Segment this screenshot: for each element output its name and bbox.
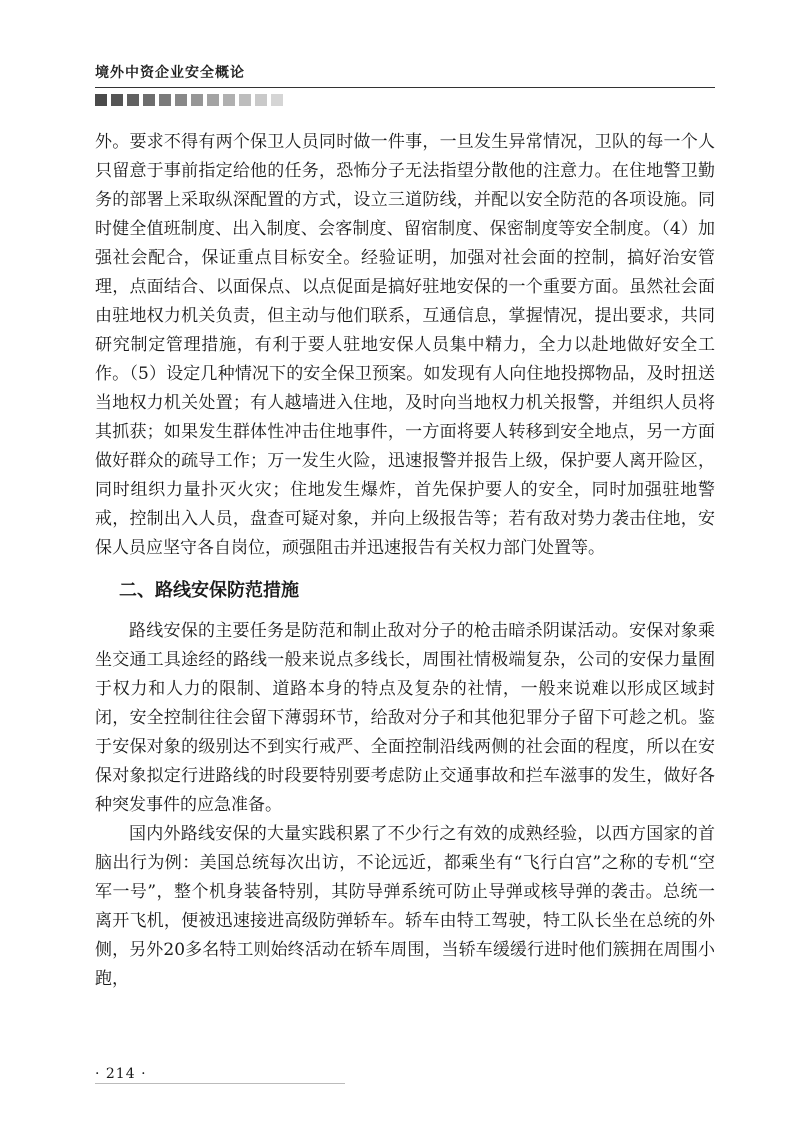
decorative-square xyxy=(159,94,171,106)
body-text xyxy=(95,128,715,994)
footer-rule xyxy=(95,1083,345,1084)
decorative-square xyxy=(255,94,267,106)
decorative-square xyxy=(127,94,139,106)
decorative-square xyxy=(191,94,203,106)
decorative-square xyxy=(111,94,123,106)
decorative-square xyxy=(271,94,283,106)
paragraph-route-security: 路线安保的主要任务是防范和制止敌对分子的枪击暗杀阴谋活动。安保对象乘坐交通工具途经的路线一般来说点多线长，周围社情极端复杂，公司的安保力量囿于权力和人力的限制、道路本身的特点及复杂的社情，一般来说难以形成区域封闭，安全控制往往会留下薄弱环节，给敌对分子和其他犯罪分子留下可趁之机。鉴于安保对象的级别达不到实行戒严、全面控制沿线两侧的社会面的程度，所以在安保对象拟定行进路线的时段要特别要考虑防止交通事故和拦车滋事的发生，做好各种突发事件的应急准备。 xyxy=(95,621,715,815)
decorative-square xyxy=(207,94,219,106)
decorative-square xyxy=(143,94,155,106)
decorative-square xyxy=(175,94,187,106)
paragraph-continued: 外。要求不得有两个保卫人员同时做一件事，一旦发生异常情况，卫队的每一个人只留意于事前指定给他的任务，恐怖分子无法指望分散他的注意力。在住地警卫勤务的部署上采取纵深配置的方式，设立三道防线，并配以安全防范的各项设施。同时健全值班制度、出入制度、会客制度、留宿制度、保密制度等安全制度。（4）加强社会配合，保证重点目标安全。经验证明，加强对社会面的控制，搞好治安管理，点面结合、以面保点、以点促面是搞好驻地安保的一个重要方面。虽然社会面由驻地权力机关负责，但主动与他们联系，互通信息，掌握情况，提出要求，共同研究制定管理措施，有利于要人驻地安保人员集中精力，全力以赴地做好安全工作。（5）设定几种情况下的安全保卫预案。如发现有人向住地投掷物品，及时扭送当地权力机关处置；有人越墙进入住地，及时向当地权力机关报警，并组织人员将其抓获；如果发生群体性冲击住地事件，一方面将要人转移到安全地点，另一方面做好群众的疏导工作；万一发生火险，迅速报警并报告上级，保护要人离开险区，同时组织力量扑灭火灾；住地发生爆炸，首先保护要人的安全，同时加强驻地警戒，控制出入人员，盘查可疑对象，并向上级报告等；若有敌对势力袭击住地，安保人员应坚守各自岗位，顽强阻击并迅速报告有关权力部门处置等。 xyxy=(95,132,715,558)
decorative-square-strip xyxy=(95,94,287,106)
decorative-square xyxy=(239,94,251,106)
running-header xyxy=(95,62,715,84)
running-title: 境外中资企业安全概论 xyxy=(95,65,245,81)
header-rule xyxy=(95,87,715,88)
section-heading: 二、路线安保防范措施 xyxy=(119,580,299,601)
page-number: · 214 · xyxy=(95,1066,147,1082)
decorative-square xyxy=(223,94,235,106)
paragraph-route-examples: 国内外路线安保的大量实践积累了不少行之有效的成熟经验，以西方国家的首脑出行为例：美国总统每次出访，不论远近，都乘坐有“飞行白宫”之称的专机“空军一号”，整个机身装备特别，其防导弹系统可防止导弹或核导弹的袭击。总统一离开飞机，便被迅速接进高级防弹轿车。轿车由特工驾驶，特工队长坐在总统的外侧，另外20多名特工则始终活动在轿车周围，当轿车缓缓行进时他们簇拥在周围小跑， xyxy=(95,824,715,989)
decorative-square xyxy=(95,94,107,106)
